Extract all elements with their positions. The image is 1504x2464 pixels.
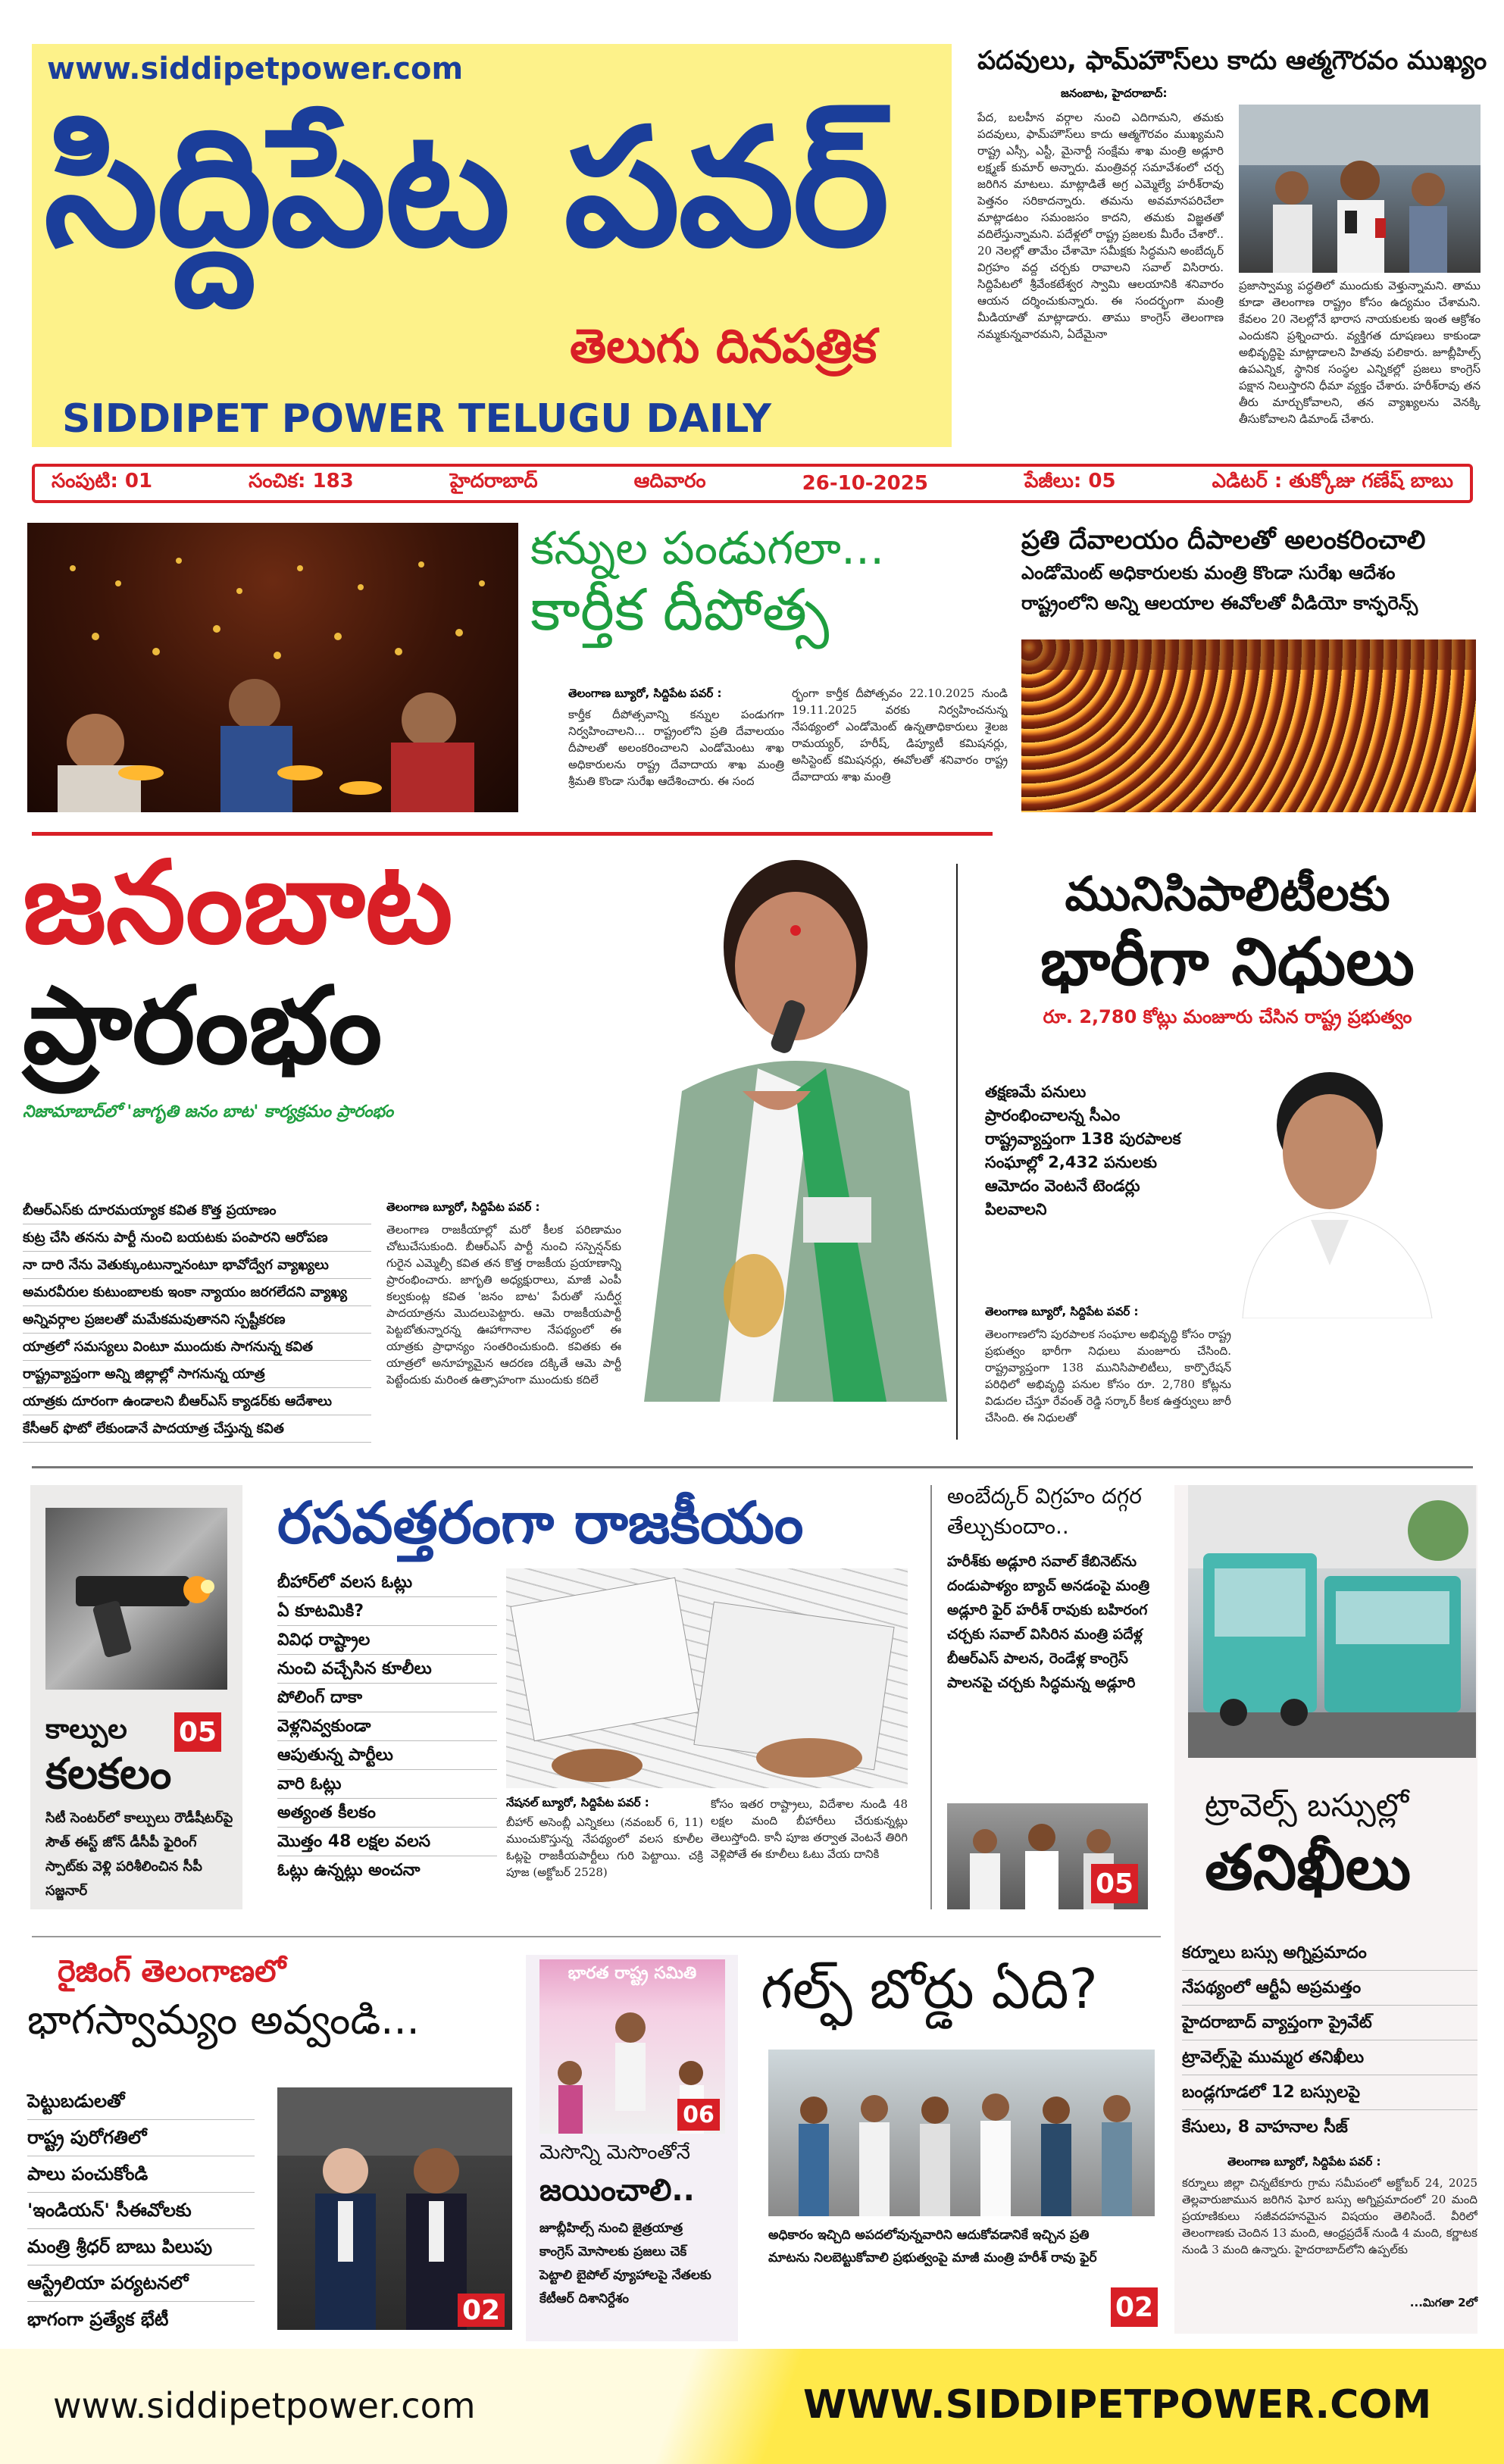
temple-sub-1: ఎండోమెంట్ అధికారులకు మంత్రి కొండా సురేఖ ఆదేశం [1021,562,1396,583]
top-story-dateline: జనంబాట, హైదరాబాద్: [1061,86,1168,100]
bullet-item: నా దారి నేను వెతుక్కుంటున్నానంటూ భావోద్వేగ వ్యాఖ్యలు [23,1252,371,1279]
bullet-item: వారి ఓట్లు [277,1770,497,1799]
travels-body: కర్నూలు జిల్లా చిన్నటేకూరు గ్రామ సమీపంలో అక్టోబర్ 24, 2025 తెల్లవారుజామున జరిగిన ఘోర బస్సు అగ్నిప్రమాదంలో 20 మంది ప్రయాణికులు సజీవదహనమైన విషయం తెలిసిందే. వీరిలో తెలంగాణకు చెందిన 13 మంది, ఆంధ్రప్రదేశ్ నుండి 4 మంది, కర్ణాటక నుండి 3 మంది ఉన్నారు. హైదరాబాద్‌లోని ఉప్పల్‌కు [1182,2176,1477,2256]
bullet-item: ఏ కూటమికి? [277,1597,497,1626]
bullet-item: నేపథ్యంలో ఆర్టీఏ అప్రమత్తం [1182,1971,1477,2006]
rising-page-number[interactable]: 02 [458,2294,505,2327]
issue-editor: ఎడిటర్ : తుక్కోజు గణేష్ బాబు [1212,470,1453,492]
deepotsav-story [530,521,1008,812]
rising-bullets [27,2084,255,2337]
deepotsav-col1: కార్తీక దీపోత్సవాన్ని కన్నుల పండుగగా నిర్వహించాలని... రాష్ట్రంలోని ప్రతి దేవాలయం దీపాలతో అలంకరించాలని ఎండోమెంటు శాఖ అధికారులను రాష్ట్ర దేవాదాయ శాఖ మంత్రి శ్రీమతి కొండా సురేఖ ఆదేశించారు. ఈ సంద [568,708,784,788]
bullet-item: ఆస్ట్రేలియా పర్యటనలో [27,2265,255,2302]
temple-sub-2: రాష్ట్రంలోని అన్ని ఆలయాల ఈవోలతో వీడియో కాన్ఫరెన్స్ [1021,593,1418,614]
deepotsav-col2: ర్భంగా కార్తీక దీపోత్సవం 22.10.2025 నుండి 19.11.2025 వరకు నిర్వహించనున్న నేపథ్యంలో ఎండోమెంట్ ఉన్నతాధికారులు శైలజ రామయ్యర్, హరీష్, డిప్యూటీ కమిషనర్లు, అసిస్టెంట్ కమిషనర్లు, ఈవోలతో శనివారం రాష్ట్ర దేవాదాయ శాఖ మంత్రి [792,686,1008,783]
deepotsav-headline-1[interactable]: కన్నుల పండుగలా... [530,522,885,575]
municipal-story [977,864,1477,1440]
bullet-item: కుట్ర చేసి తనను పార్టీ నుంచి బయటకు పంపారని ఆరోపణ [23,1224,371,1252]
section-divider [32,832,993,836]
bullet-item: యాత్రలో సమస్యలు వింటూ ముందుకు సాగనున్న కవిత [23,1334,371,1361]
footer-right-link[interactable]: WWW.SIDDIPETPOWER.COM [803,2382,1432,2428]
gulf-caption: అధికారం ఇచ్చిది అపదలోవున్నవారిని ఆదుకోవడానికే ఇచ్చిన ప్రతి మాటను నిలబెట్టుకోవాలి ప్రభుత్వంపై మాజీ మంత్రి హరీశ్ రావు ఫైర్ [768,2228,1097,2265]
bullet-item: కర్నూలు బస్సు అగ్నిప్రమాదం [1182,1936,1477,1971]
bus-photo [1188,1485,1476,1758]
top-story [977,44,1487,483]
temple-diya-photo [1021,639,1476,812]
bullet-item: భాగంగా ప్రత్యేక భేటీ [27,2309,169,2330]
press-crowd-image [1239,105,1481,273]
janam-bata-bullets [23,1197,371,1443]
cm-portrait-image [1197,1068,1477,1318]
ambedkar-page-number[interactable]: 05 [1091,1864,1138,1903]
rising-story [27,1951,512,2345]
bullet-item: పెట్టుబడులతో [27,2084,255,2120]
janam-bata-headline-2[interactable]: ప్రారంభం [23,965,383,1088]
ambedkar-bullets: హరీశ్‌కు అడ్లూరి సవాల్ కేబినెట్‌ను దండుపాళ్యం బ్యాచ్ అనడంపై మంత్రి అడ్లూరి ఫైర్ హరీశ్ రావుకు బహిరంగ చర్చకు సవాల్ విసిరిన మంత్రి పదేళ్ల బీఆర్ఎస్ పాలన, రెండేళ్ల కాంగ్రెస్ పాలనపై చర్చకు సిద్ధమన్న అడ్లూరి [947,1553,1150,1691]
section-divider-3 [32,1936,1161,1937]
janam-bata-headline-1[interactable]: జనంబాట [23,837,453,969]
gulf-story [761,1951,1162,2345]
bullet-item: బీఆర్ఎస్‌కు దూరమయ్యాక కవిత కొత్త ప్రయాణం [23,1197,371,1224]
travels-headline-2[interactable]: తనిఖీలు [1205,1832,1412,1904]
bullet-item: మొత్తం 48 లక్షల వలస [277,1828,497,1856]
politics-bullets [277,1568,497,1884]
top-story-headline[interactable]: పదవులు, ఫామ్‌హౌస్‌లు కాదు ఆత్మగౌరవం ముఖ్యం [977,45,1487,76]
diya-crowd-image [27,523,518,812]
bullet-item: బీహార్‌లో వలస ఓట్లు [277,1568,497,1597]
pistol-headline-1[interactable]: కాల్పుల [45,1714,127,1745]
gulf-headline[interactable]: గల్ఫ్ బోర్డు ఏది? [761,1957,1098,2021]
municipal-bullets: తక్షణమే పనులు ప్రారంభించాలన్న సీఎం రాష్ట్రవ్యాప్తంగా 138 పురపాలక సంఘాల్లో 2,432 పనులకు ఆమోదం వెంటనే టెండర్లు పిలవాలని [985,1083,1181,1218]
section-divider-2 [32,1466,1473,1468]
ambedkar-story [947,1481,1152,1913]
gulf-page-number[interactable]: 02 [1111,2287,1158,2327]
pistol-story [30,1485,242,1909]
issue-volume: సంపుటి: 01 [52,470,153,492]
bullet-item: అత్యంత కీలకం [277,1799,497,1828]
group-image [768,2050,1155,2216]
issue-number: సంచిక: 183 [249,470,354,492]
bullet-item: నుంచి వచ్చేసిన కూలీలు [277,1655,497,1684]
bullet-item: ఓట్లు ఉన్నట్లు అంచనా [277,1861,421,1880]
column-rule-2 [930,1485,932,1909]
janam-bata-dateline: తెలంగాణ బ్యూరో, సిద్దిపేట పవర్ : [386,1200,540,1214]
bullet-item: హైదరాబాద్ వ్యాప్తంగా ప్రైవేట్ [1182,2006,1477,2040]
mesonni-banner: భారత రాష్ట్ర సమితి [568,1964,697,1983]
deepotsav-dateline: తెలంగాణ బ్యూరో, సిద్దిపేట పవర్ : [568,686,722,700]
deepotsav-headline-2[interactable]: కార్తీక దీపోత్స [530,576,830,643]
issue-pages: పేజీలు: 05 [1024,470,1116,492]
municipal-body: తెలంగాణలోని పురపాలక సంఘాల అభివృద్ధి కోసం రాష్ట్ర ప్రభుత్వం భారీగా నిధులు మంజూరు చేసింది. రాష్ట్రవ్యాప్తంగా 138 మునిసిపాలిటీలు, కార్పొరేషన్ పరిధిలో అభివృద్ధి పనుల కోసం రూ. 2,780 కోట్లను విడుదల చేస్తూ రేవంత్ రెడ్డి సర్కార్ కీలక ఉత్తర్వులు జారీ చేసింది. ఈ నిధులతో [985,1327,1231,1424]
mesonni-headline-2[interactable]: జయించాలి.. [539,2173,695,2208]
politics-col2: కోసం ఇతర రాష్ట్రాలు, విదేశాల నుండి 48 లక్షల మంది బీహారీలు చేరుకున్నట్లు తెలుస్తోంది. కానీ పూజ తర్వాత వెంటనే తిరిగి వెళ్లిపోతే ఈ కూలీలు ఓటు వేయ దానికి [711,1797,908,1861]
temple-headline[interactable]: ప్రతి దేవాలయం దీపాలతో అలంకరించాలి [1021,525,1426,555]
masthead-subtitle: తెలుగు దినపత్రిక [570,318,877,374]
pistol-photo [45,1508,227,1690]
masthead-title: సిద్దిపేట పవర్ [44,92,888,283]
speaker-image [568,841,1000,1402]
bullet-item: రాష్ట్ర పురోగతిలో [27,2120,255,2156]
pistol-image [45,1508,227,1690]
politics-dateline: నేషనల్ బ్యూరో, సిద్దిపేట పవర్ : [506,1796,649,1809]
issue-date: 26-10-2025 [802,472,928,495]
gulf-photo [768,2050,1155,2216]
deepotsav-photo [27,523,518,812]
travels-body-block [1182,1936,1477,2337]
bullet-item: వివిధ రాష్ట్రాల [277,1626,497,1655]
bullet-item: అమరవీరుల కుటుంబాలకు ఇంకా న్యాయం జరగలేదని వ్యాఖ్య [23,1279,371,1306]
politics-headline[interactable]: రసవత్తరంగా రాజకీయం [277,1489,804,1556]
masthead-english-title: SIDDIPET POWER TELUGU DAILY [62,396,771,442]
footer [0,2349,1504,2464]
masthead [32,44,952,447]
issue-city: హైదరాబాద్ [449,470,538,492]
pistol-headline-2[interactable]: కలకలం [45,1750,172,1799]
bullet-item: అన్నివర్గాల ప్రజలతో మమేకమవుతానని స్పష్టీకరణ [23,1306,371,1334]
mesonni-story [526,1955,738,2341]
bullet-item: పోలింగ్ దాకా [277,1684,497,1712]
municipal-headline-2[interactable]: భారీగా నిధులు [1040,924,1415,1000]
bullet-item: ఆపుతున్న పార్టీలు [277,1741,497,1770]
kavitha-photo [568,841,1000,1402]
column-rule [956,864,958,1440]
bullet-item: మంత్రి శ్రీధర్ బాబు పిలుపు [27,2229,255,2265]
bullet-item: వెళ్లనివ్వకుండా [277,1712,497,1741]
top-story-col2: ప్రజాస్వామ్య పద్ధతిలో ముందుకు వెళ్తున్నామని. తాము కూడా తెలంగాణ రాష్ట్రం కోసం ఉద్యమం చేశామని. కేవలం 20 నెలల్లోనే భారాస నాయకులకు ఇంత ఆక్రోశం ఎందుకని ప్రశ్నించారు. వ్యక్తిగత దూషణలు కాకుండా అభివృద్ధిపై మాట్లాడాలని హితవు పలికారు. జూబ్లీహిల్స్ ఉపఎన్నిక, స్థానిక సంస్థల ఎన్నికల్లో ప్రజలు కాంగ్రెస్ పక్షాన నిలుస్తారని ధీమా వ్యక్తం చేశారు. హరీశ్‌రావు తన తీరు మార్చుకోవాలని, తన వ్యాఖ్యలను వెనక్కి తీసుకోవాలని డిమాండ్ చేశారు. [1239,279,1481,426]
politics-col1: బీహార్ అసెంబ్లీ ఎన్నికలు (నవంబర్ 6, 11) ముంచుకొస్తున్న నేపథ్యంలో వలస కూలీల ఓట్లపై రాజకీయపార్టీలు గురి పెట్టాయి. చక్రి పూజ (అక్టోబర్ 2528) [506,1815,703,1879]
issue-day: ఆదివారం [633,470,706,492]
diya-rows-image [1021,639,1476,812]
ballot-photo [506,1568,908,1788]
mesonni-page-number[interactable]: 06 [677,2099,720,2131]
issue-bar [32,464,1473,503]
bullet-item: పాలు పంచుకోండి [27,2156,255,2193]
janam-bata-kicker: నిజామాబాద్‌లో 'జాగృతి జనం బాట' కార్యక్రమం ప్రారంభం [23,1102,394,1121]
municipal-dateline: తెలంగాణ బ్యూరో, సిద్దిపేట పవర్ : [985,1305,1139,1318]
bullet-item: 'ఇండియన్' సీఈవోలకు [27,2193,255,2229]
municipal-sub: రూ. 2,780 కోట్లు మంజూరు చేసిన రాష్ట్ర ప్రభుత్వం [1043,1006,1412,1027]
travels-headline-1[interactable]: ట్రావెల్స్ బస్సుల్లో [1205,1787,1409,1824]
travels-more[interactable]: ...మిగతా 2లో [1409,2296,1477,2309]
bullet-item: కేసులు, 8 వాహనాల సీజ్ [1182,2118,1348,2137]
bullet-item: కేసీఆర్ ఫొటో లేకుండానే పాదయాత్ర చేస్తున్న కవిత [23,1415,371,1443]
janam-bata-story [23,837,1000,1440]
footer-left-link[interactable]: www.siddipetpower.com [53,2385,476,2426]
voter-list-image [506,1568,908,1788]
janam-bata-body: తెలంగాణ రాజకీయాల్లో మరో కీలక పరిణామం చోటుచేసుకుంది. బీఆర్ఎస్ పార్టీ నుంచి సస్పెన్షన్‌కు గురైన ఎమ్మెల్సీ కవిత తన కొత్త రాజకీయ ప్రయాణాన్ని ప్రారంభించారు. జాగృతి అధ్యక్షురాలు, మాజీ ఎంపీ కల్వకుంట్ల కవిత 'జనం బాట' పేరుతో సుదీర్ఘ పాదయాత్రను మొదలుపెట్టారు. ఆమె రాజకీయపార్టీ పెట్టబోతున్నారన్న ఊహాగానాల నేపథ్యంలో ఈ యాత్రకు ప్రాధాన్యం సంతరించుకుంది. కవితకు ఈ యాత్రలో అనూహ్యమైన ఆదరణ దక్కితే ఆమె పార్టీ పెట్టేందుకు మరింత ఉత్సాహంగా ముందుకు కదిలే [386,1223,621,1387]
top-story-col1: పేద, బలహీన వర్గాల నుంచి ఎదిగామని, తమకు పదవులు, ఫామ్‌హౌస్‌లు కాదు ఆత్మగౌరవం ముఖ్యమని రాష్ట్ర ఎస్సీ, ఎస్టీ, మైనార్టీ సంక్షేమ శాఖ మంత్రి అడ్లూరి లక్ష్మణ్ కుమార్ అన్నారు. మంత్రివర్గ సమావేశంలో చర్చ జరిగిన మాటలు. మాట్లాడితే అగ్ర ఎమ్మెల్యే హరీశ్‌రావు పెత్తనం సరికాదన్నారు. తమను అవమానపరిచేలా మాట్లాడటం సమంజసం కాదని, తమకు విజ్ఞతతో వదిలేస్తున్నామని. పదేళ్లలో రాష్ట్ర ప్రజలకు మీరేం చేశారో.. 20 నెలల్లో తామేం చేశామో సమీక్షకు సిద్ధమని అంబేద్కర్ విగ్రహం వద్ద చర్చకు రావాలని సవాల్ విసిరారు. సిద్దిపేటలో శ్రీవేంకటేశ్వర స్వామి ఆలయానికి శనివారం ఆయన దర్శించుకున్నారు. ఈ సందర్భంగా మంత్రి మీడియాతో మాట్లాడారు. తాము కాంగ్రెస్ తెలంగాణ నమ్మకున్నవారమని, ఏదేమైనా [977,111,1224,341]
travels-dateline: తెలంగాణ బ్యూరో, సిద్దిపేట పవర్ : [1227,2155,1381,2169]
ambedkar-headline[interactable]: అంబేద్కర్ విగ్రహం దగ్గర తేల్చుకుందాం.. [947,1484,1142,1539]
bullet-item: యాత్రకు దూరంగా ఉండాలని బీఆర్ఎస్ క్యాడర్‌కు ఆదేశాలు [23,1388,371,1415]
bullet-item: బండ్లగూడలో 12 బస్సులపై [1182,2075,1477,2110]
top-story-photo [1239,105,1481,273]
temple-story [1021,523,1476,812]
revanth-photo [1197,1068,1477,1318]
municipal-headline-1[interactable]: మునిసిపాలిటీలకు [1065,866,1390,921]
pistol-page-number[interactable]: 05 [174,1712,221,1752]
politics-story [277,1485,921,1925]
rising-headline-2[interactable]: భాగస్వామ్యం అవ్వండి... [27,1996,420,2043]
mesonni-bullets: జూబ్లీహిల్స్ నుంచి జైత్రయాత్ర కాంగ్రెస్ మోసాలకు ప్రజలు చెక్ పెట్టాలి బైపోల్ వ్యూహాలపై నేతలకు కేటీఆర్ దిశానిర్దేశం [539,2221,711,2306]
pistol-bullets: సిటీ సెంటర్‌లో కాల్పులు రౌడీషీటర్‌పై సౌత్ ఈస్ట్ జోన్ డీసీపీ ఫైరింగ్ స్పాట్‌కు వెళ్లి పరిశీలించిన సీపీ సజ్జనార్ [45,1810,233,1899]
bus-image [1188,1485,1476,1758]
rising-headline-1[interactable]: రైజింగ్ తెలంగాణలో [58,1954,286,1989]
bullet-item: రాష్ట్రవ్యాప్తంగా అన్ని జిల్లాల్లో సాగనున్న యాత్ర [23,1361,371,1388]
mesonni-headline-1[interactable]: మెసొన్ని మెసొంతోనే [539,2141,691,2164]
masthead-website[interactable]: www.siddipetpower.com [47,52,464,86]
bullet-item: ట్రావెల్స్‌పై ముమ్మర తనిఖీలు [1182,2040,1477,2075]
